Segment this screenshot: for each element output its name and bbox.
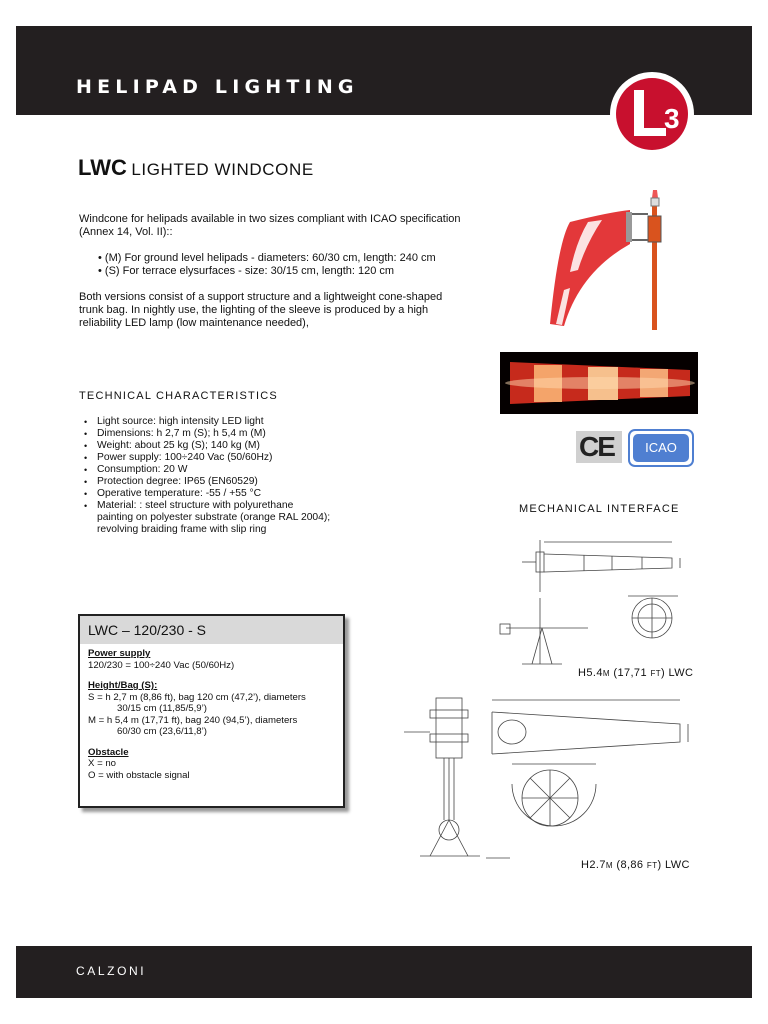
caption-m-end: ) LWC <box>661 667 694 679</box>
tech-item-protection: • Protection degree: IP65 (EN60529) <box>84 476 293 488</box>
tech-item-weight: • Weight: about 25 kg (S); 140 kg (M) <box>84 440 293 452</box>
intro-para-3: reliability LED lamp (low maintenance needed), <box>79 317 309 329</box>
caption-m-unit: M <box>602 669 610 678</box>
height-heading: Height/Bag (S): <box>88 680 158 691</box>
mechanical-heading: MECHANICAL INTERFACE <box>519 503 680 515</box>
product-title <box>78 155 314 181</box>
height-m-line-1: M = h 5,4 m (17,71 ft), bag 240 (94,5’), diameters <box>88 714 298 726</box>
product-code: LWC <box>78 155 127 180</box>
tech-material-cont-1: painting on polyester substrate (orange RAL 2004); <box>97 512 331 523</box>
obstacle-x: X = no <box>88 758 117 769</box>
icao-badge <box>628 429 694 467</box>
windcone-photo <box>540 182 670 332</box>
intro-bullet-m: • (M) For ground level helipads - diameters: 60/30 cm, length: 240 cm <box>98 252 436 264</box>
tech-item-dimensions: • Dimensions: h 2,7 m (S); h 5,4 m (M) <box>84 428 293 440</box>
tech-item-light-source: • Light source: high intensity LED light <box>84 416 293 428</box>
caption-s-main: H2.7 <box>581 859 606 871</box>
drawing-s-small <box>400 690 710 862</box>
caption-m-main: H5.4 <box>578 667 603 679</box>
product-name: LIGHTED WINDCONE <box>131 160 314 179</box>
technical-list <box>84 416 293 512</box>
caption-m-ft: FT <box>650 669 662 678</box>
height-m-line-2: 60/30 cm (23,6/11,8’) <box>117 726 207 737</box>
caption-m <box>578 667 693 679</box>
caption-s-mid: (8,86 <box>612 859 647 871</box>
height-s-line-2: 30/15 cm (11,85/5,9’) <box>117 703 207 714</box>
tech-item-temperature: • Operative temperature: -55 / +55 °C <box>84 488 293 500</box>
caption-s-end: ) LWC <box>657 859 690 871</box>
caption-s <box>581 859 690 871</box>
tech-item-material: • Material: : steel structure with polyurethane <box>84 500 293 512</box>
caption-s-unit: M <box>605 861 613 870</box>
night-windcone-photo <box>500 352 698 414</box>
power-value: 120/230 = 100÷240 Vac (50/60Hz) <box>88 659 235 671</box>
intro-para-2: trunk bag. In nightly use, the lighting of the sleeve is produced by a high <box>79 304 429 316</box>
tech-item-power: • Power supply: 100÷240 Vac (50/60Hz) <box>84 452 293 464</box>
technical-heading: TECHNICAL CHARACTERISTICS <box>79 390 278 402</box>
footer-brand: CALZONI <box>76 964 147 978</box>
drawing-m-large <box>492 528 708 668</box>
header-title: HELIPAD LIGHTING <box>76 76 359 98</box>
ce-mark-text: CE <box>579 431 614 462</box>
product-code-box <box>78 614 345 808</box>
svg-text:3: 3 <box>664 103 680 134</box>
height-s-line-1: S = h 2,7 m (8,86 ft), bag 120 cm (47,2’), diameters <box>88 691 306 703</box>
intro-line-2: (Annex 14, Vol. II):: <box>79 226 173 238</box>
obstacle-o: O = with obstacle signal <box>88 769 190 781</box>
obstacle-heading: Obstacle <box>88 746 129 758</box>
l3-logo <box>608 70 696 158</box>
caption-m-mid: (17,71 <box>609 667 651 679</box>
intro-bullet-m-text: (M) For ground level helipads - diameters: 60/30 cm, length: 240 cm <box>104 252 436 264</box>
icao-text: ICAO <box>633 434 689 462</box>
intro-para-1: Both versions consist of a support structure and a lightweight cone-shaped <box>79 291 443 303</box>
intro-bullet-s-text: (S) For terrace elysurfaces - size: 30/15 cm, length: 120 cm <box>104 265 395 277</box>
code-box-body <box>80 644 343 785</box>
tech-material-cont-2: revolving braiding frame with slip ring <box>97 524 267 535</box>
intro-line-1: Windcone for helipads available in two sizes compliant with ICAO specification <box>79 213 461 225</box>
ce-badge <box>576 431 622 463</box>
tech-item-consumption: • Consumption: 20 W <box>84 464 293 476</box>
power-heading: Power supply <box>88 648 151 659</box>
code-box-title: LWC – 120/230 - S <box>80 616 343 644</box>
intro-bullet-s: • (S) For terrace elysurfaces - size: 30/15 cm, length: 120 cm <box>98 265 395 277</box>
caption-s-ft: FT <box>646 861 658 870</box>
